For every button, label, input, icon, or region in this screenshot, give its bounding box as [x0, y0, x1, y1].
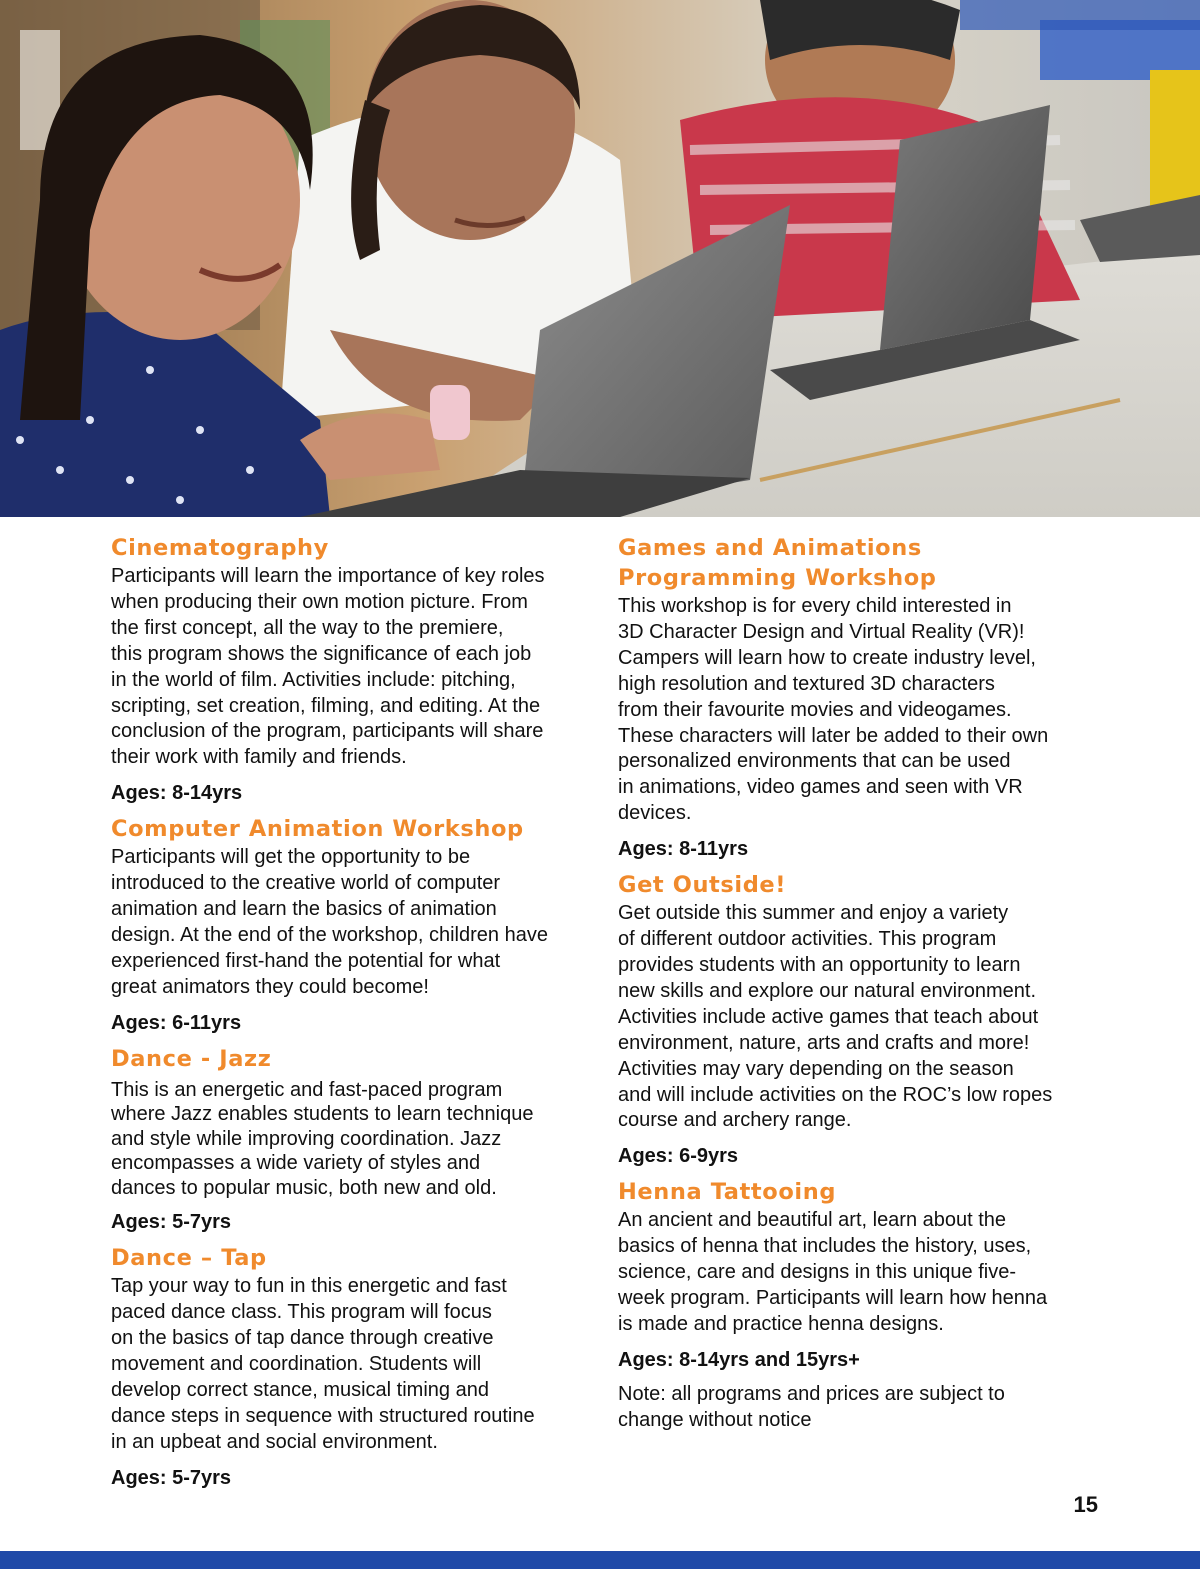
program-get-outside	[618, 870, 1098, 1169]
program-title: Cinematography	[111, 535, 329, 561]
program-ages: Ages: 5-7yrs	[111, 1211, 232, 1234]
program-ages: Ages: 8-14yrs	[111, 782, 243, 805]
left-column	[111, 533, 591, 1499]
program-ages: Ages: 5-7yrs	[111, 1466, 232, 1489]
page-number: 15	[1073, 1492, 1098, 1517]
program-cinematography	[111, 533, 591, 806]
hero-photo	[0, 0, 1200, 517]
program-description: Participants will learn the importance of key roles when producing their own motion picture. From the first concept, all the way to the premiere, this program shows the significance of each job in the world of film. Activities include: pitching, scripting, set creation, filming, and editing. At the conclusion of the program, participants will share their work with family and friends.	[111, 565, 545, 769]
program-description: This is an energetic and fast-paced program where Jazz enables students to learn technique and style while improving coordination. Jazz encompasses a wide variety of styles and dances to popular music, both new and old.	[111, 1078, 534, 1199]
program-description: Get outside this summer and enjoy a variety of different outdoor activities. This program provides students with an opportunity to learn new skills and explore our natural environment. Activities include active games that teach about environment, nature, arts and crafts and more! Activities may vary depending on the season and will include activities on the ROC’s low ropes course and archery range.	[618, 902, 1053, 1132]
program-computer-animation	[111, 814, 591, 1035]
program-description: Tap your way to fun in this energetic and fast paced dance class. This program will focus on the basics of tap dance through creative movement and coordination. Students will develop correct stance, musical timing and dance steps in sequence with structured routine in an upbeat and social environment.	[111, 1275, 535, 1453]
program-title: Dance – Tap	[111, 1245, 267, 1272]
program-ages: Ages: 6-9yrs	[618, 1145, 739, 1168]
program-henna-tattooing	[618, 1177, 1098, 1373]
program-description: Participants will get the opportunity to be introduced to the creative world of computer animation and learn the basics of animation design. At the end of the workshop, children have experienced first-hand the potential for what great animators they could become!	[111, 846, 548, 998]
program-title: Henna Tattooing	[618, 1179, 837, 1206]
program-title: Computer Animation Workshop	[111, 816, 524, 843]
program-ages: Ages: 8-11yrs	[618, 838, 749, 861]
right-column	[618, 533, 1098, 1433]
program-games-animations	[618, 533, 1098, 862]
program-title: Get Outside!	[618, 872, 787, 899]
program-dance-jazz	[111, 1044, 591, 1236]
footer-bar	[0, 1551, 1200, 1569]
program-description: An ancient and beautiful art, learn about the basics of henna that includes the history, uses, science, care and designs in this unique five- week program. Participants will learn how henna is made and practice henna designs.	[618, 1209, 1048, 1335]
program-description: This workshop is for every child interested in 3D Character Design and Virtual Reality (VR)! Campers will learn how to create industry level, high resolution and textured 3D characters from their favourite movies and videogames. These characters will later be added to their own personalized environments that can be used in animations, video games and seen with VR devices.	[618, 595, 1049, 825]
program-dance-tap	[111, 1243, 591, 1490]
program-title: Games and Animations Programming Workshop	[618, 535, 937, 591]
program-ages: Ages: 6-11yrs	[111, 1011, 242, 1034]
disclaimer-note: Note: all programs and prices are subject to change without notice	[618, 1382, 1005, 1431]
program-ages: Ages: 8-14yrs and 15yrs+	[618, 1348, 860, 1371]
program-title: Dance - Jazz	[111, 1045, 272, 1072]
